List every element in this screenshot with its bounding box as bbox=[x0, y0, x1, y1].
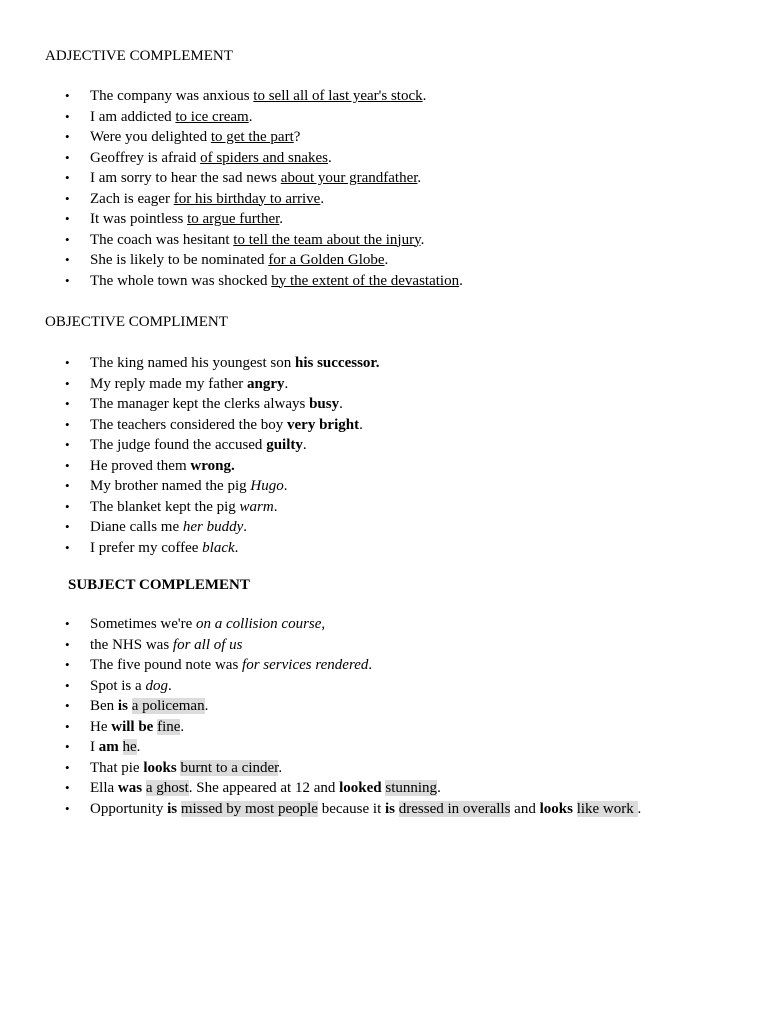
text-run: . bbox=[284, 375, 289, 392]
emphasized-text: his successor. bbox=[294, 355, 380, 371]
emphasized-text: for services rendered bbox=[242, 657, 369, 673]
text-run: Spot is a bbox=[90, 677, 146, 694]
emphasized-text: looks bbox=[143, 759, 177, 776]
text-run: I prefer my coffee bbox=[90, 539, 203, 556]
emphasized-text: stunning bbox=[385, 780, 438, 796]
emphasized-text: warm bbox=[239, 498, 274, 515]
text-run: Ben bbox=[90, 698, 118, 714]
list-item bbox=[45, 476, 745, 497]
text-run: , bbox=[321, 616, 326, 632]
text-run: . bbox=[368, 657, 373, 673]
emphasized-text: was bbox=[117, 780, 143, 796]
emphasized-text: busy bbox=[309, 396, 340, 412]
text-run: . bbox=[302, 437, 307, 453]
list-item bbox=[45, 209, 745, 230]
text-run: The king named his youngest son bbox=[90, 355, 295, 371]
emphasized-text: dressed in overalls bbox=[398, 800, 511, 817]
list-item bbox=[45, 230, 745, 251]
list-item bbox=[45, 148, 745, 169]
text-run: The manager kept the clerks always bbox=[90, 396, 310, 412]
adjective-complement-list bbox=[45, 86, 745, 291]
list-item bbox=[45, 394, 745, 415]
text-run: . bbox=[136, 739, 141, 755]
emphasized-text: is bbox=[117, 698, 128, 714]
emphasized-text: looked bbox=[339, 780, 382, 796]
text-run: Ella bbox=[90, 780, 118, 796]
text-run: She is likely to be nominated bbox=[90, 252, 269, 268]
list-item bbox=[45, 189, 745, 210]
emphasized-text: very bright bbox=[287, 416, 360, 433]
emphasized-text: to ice cream bbox=[175, 108, 249, 125]
emphasized-text: wrong. bbox=[190, 457, 235, 474]
section-heading-adjective-complement: ADJECTIVE COMPLEMENT bbox=[45, 48, 233, 64]
emphasized-text: to get the part bbox=[210, 129, 294, 145]
emphasized-text: to sell all of last year's stock bbox=[253, 88, 423, 104]
text-run: . bbox=[234, 539, 239, 556]
text-run: It was pointless bbox=[90, 211, 188, 227]
list-item bbox=[45, 655, 745, 676]
text-run bbox=[119, 739, 123, 755]
text-run: . bbox=[243, 519, 248, 535]
text-run: Were you delighted bbox=[90, 129, 211, 145]
text-run: . bbox=[339, 396, 343, 412]
text-run: Zach is eager bbox=[90, 190, 174, 207]
text-run: ? bbox=[293, 129, 301, 145]
objective-compliment-list bbox=[45, 353, 745, 558]
text-run: . bbox=[384, 252, 389, 268]
list-item bbox=[45, 353, 745, 374]
text-run: . bbox=[273, 498, 278, 515]
emphasized-text: dog bbox=[145, 677, 168, 694]
emphasized-text: of spiders and snakes bbox=[200, 149, 328, 166]
list-item bbox=[45, 250, 745, 271]
text-run: The five pound note was bbox=[90, 657, 243, 673]
text-run: The blanket kept the pig bbox=[90, 498, 240, 515]
emphasized-text: angry bbox=[247, 375, 285, 392]
emphasized-text: her buddy bbox=[182, 519, 244, 535]
list-item bbox=[45, 799, 745, 820]
text-run: because it bbox=[317, 800, 385, 817]
text-run: The coach was hesitant bbox=[90, 231, 234, 248]
emphasized-text: burnt to a cinder bbox=[180, 759, 279, 776]
list-item bbox=[45, 107, 745, 128]
text-run: I am sorry to hear the sad news bbox=[90, 170, 281, 186]
text-run: . bbox=[417, 170, 422, 186]
list-item bbox=[45, 758, 745, 779]
emphasized-text: on a collision course bbox=[196, 616, 322, 632]
list-item bbox=[45, 127, 745, 148]
text-run: . bbox=[278, 759, 283, 776]
list-item bbox=[45, 635, 745, 656]
list-item bbox=[45, 676, 745, 697]
emphasized-text: looks bbox=[539, 800, 573, 817]
list-item bbox=[45, 271, 745, 292]
emphasized-text: to argue further bbox=[187, 211, 280, 227]
emphasized-text: by the extent of the devastation bbox=[271, 272, 460, 289]
text-run: . bbox=[459, 272, 463, 289]
emphasized-text: he bbox=[122, 739, 137, 755]
text-run: Geoffrey is afraid bbox=[90, 149, 201, 166]
emphasized-text: is bbox=[385, 800, 396, 817]
text-run: . bbox=[283, 478, 288, 494]
text-run: . bbox=[279, 211, 284, 227]
text-run: My reply made my father bbox=[90, 375, 248, 392]
section-heading-objective-compliment: OBJECTIVE COMPLIMENT bbox=[45, 314, 228, 330]
emphasized-text: Hugo bbox=[250, 478, 284, 494]
list-item bbox=[45, 497, 745, 518]
text-run: . bbox=[422, 88, 427, 104]
emphasized-text: like work bbox=[576, 800, 638, 817]
text-run: The judge found the accused bbox=[90, 437, 267, 453]
text-run: He proved them bbox=[90, 457, 191, 474]
list-item bbox=[45, 168, 745, 189]
emphasized-text: for his birthday to arrive bbox=[173, 190, 321, 207]
list-item bbox=[45, 737, 745, 758]
emphasized-text: to tell the team about the injury bbox=[233, 231, 421, 248]
emphasized-text: for a Golden Globe bbox=[268, 252, 385, 268]
text-run: My brother named the pig bbox=[90, 478, 251, 494]
list-item bbox=[45, 778, 745, 799]
text-run: and bbox=[510, 800, 540, 817]
list-item bbox=[45, 374, 745, 395]
text-run: . bbox=[359, 416, 363, 433]
text-run: I bbox=[90, 739, 99, 755]
emphasized-text: is bbox=[167, 800, 178, 817]
emphasized-text: guilty bbox=[266, 437, 303, 453]
emphasized-text: will be bbox=[111, 718, 154, 735]
text-run: . bbox=[637, 800, 642, 817]
emphasized-text: am bbox=[98, 739, 119, 755]
list-item bbox=[45, 435, 745, 456]
text-run: Sometimes we're bbox=[90, 616, 197, 632]
text-run: Diane calls me bbox=[90, 519, 183, 535]
list-item bbox=[45, 517, 745, 538]
text-run: . bbox=[204, 698, 209, 714]
emphasized-text: missed by most people bbox=[180, 800, 318, 817]
text-run: The teachers considered the boy bbox=[90, 416, 287, 433]
text-run: . bbox=[437, 780, 441, 796]
emphasized-text: about your grandfather bbox=[280, 170, 418, 186]
list-item bbox=[45, 696, 745, 717]
text-run: The company was anxious bbox=[90, 88, 254, 104]
text-run: Opportunity bbox=[90, 800, 168, 817]
list-item bbox=[45, 538, 745, 559]
list-item bbox=[45, 456, 745, 477]
text-run: the NHS was bbox=[90, 636, 173, 653]
text-run: . bbox=[180, 718, 185, 735]
emphasized-text: a ghost bbox=[145, 780, 189, 796]
list-item bbox=[45, 86, 745, 107]
list-item bbox=[45, 415, 745, 436]
text-run: . bbox=[320, 190, 325, 207]
text-run: I am addicted bbox=[90, 108, 176, 125]
text-run: That pie bbox=[90, 759, 144, 776]
text-run: . She appeared at 12 and bbox=[188, 780, 340, 796]
emphasized-text: fine bbox=[157, 718, 181, 735]
text-run: . bbox=[327, 149, 332, 166]
list-item bbox=[45, 614, 745, 635]
text-run: . bbox=[420, 231, 425, 248]
text-run: . bbox=[248, 108, 253, 125]
subject-complement-list bbox=[45, 614, 745, 819]
emphasized-text: for all of us bbox=[172, 636, 243, 653]
text-run: The whole town was shocked bbox=[90, 272, 272, 289]
text-run: . bbox=[167, 677, 172, 694]
section-heading-subject-complement: SUBJECT COMPLEMENT bbox=[68, 577, 250, 593]
emphasized-text: black bbox=[202, 539, 235, 556]
list-item bbox=[45, 717, 745, 738]
text-run: He bbox=[90, 718, 112, 735]
emphasized-text: a policeman bbox=[131, 698, 205, 714]
